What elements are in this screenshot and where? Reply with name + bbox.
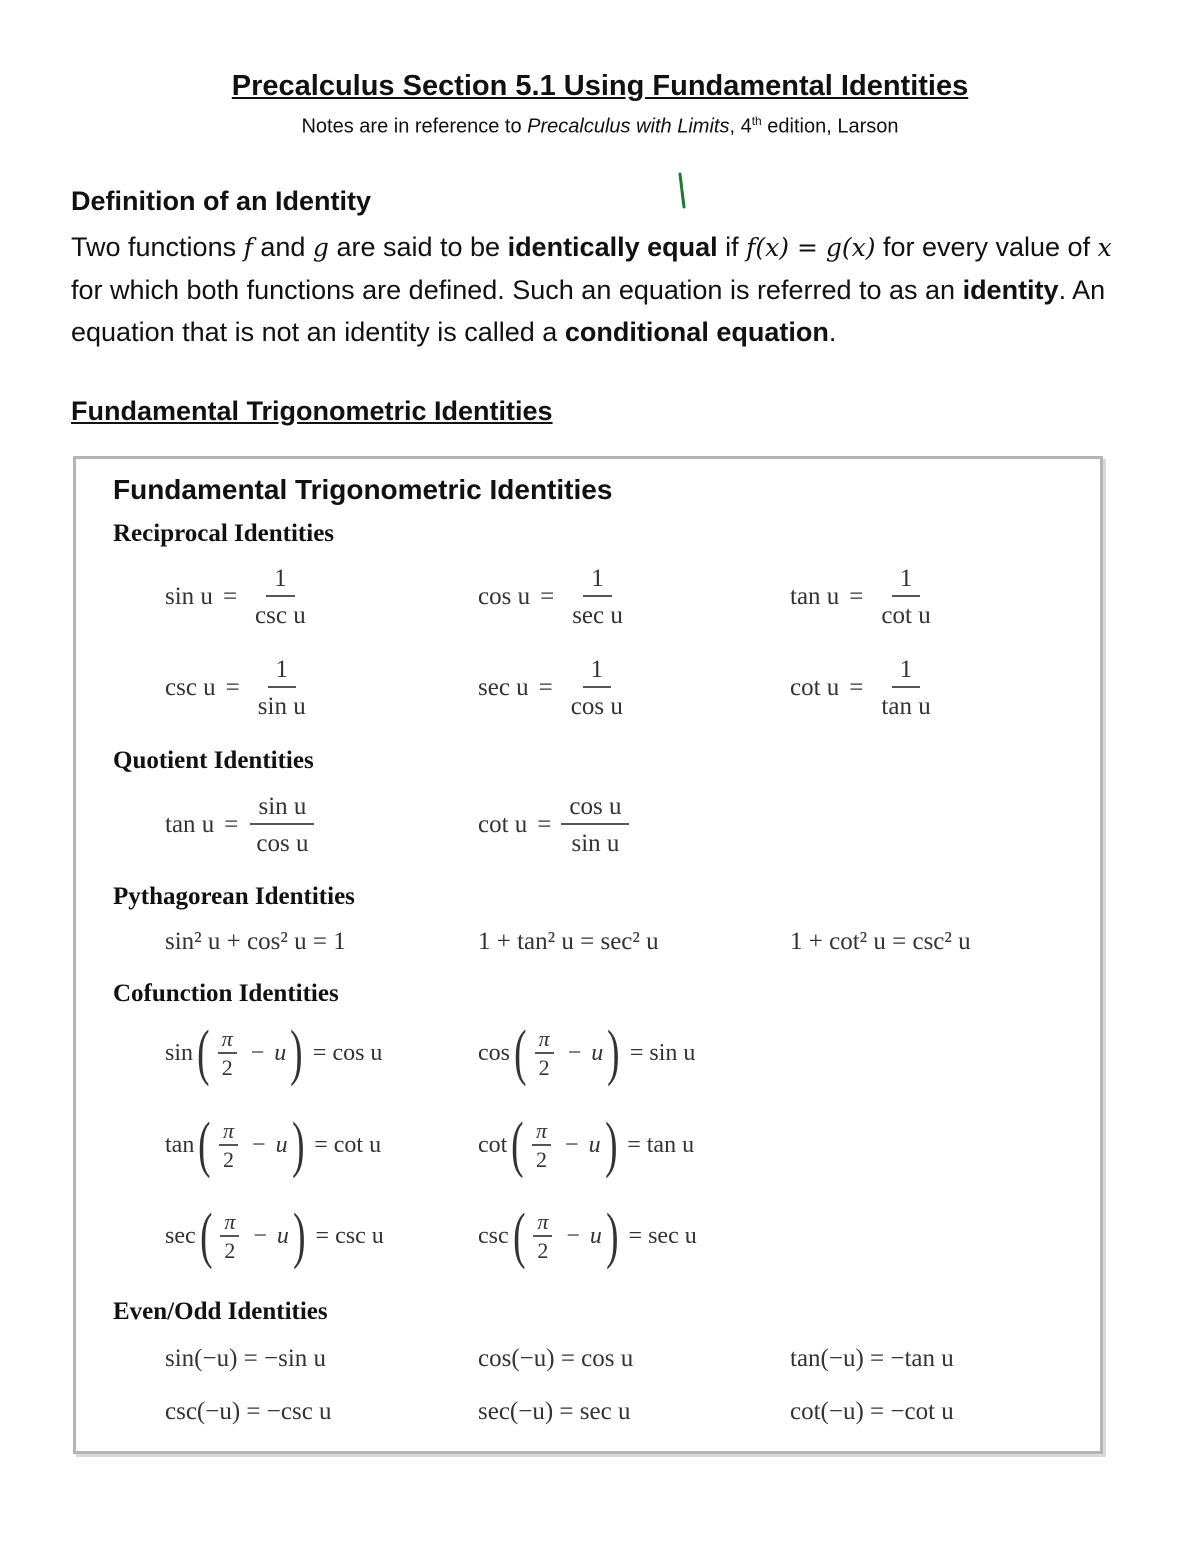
quotient-identity: cot u = $\frac{\text{cos u}}{\text{sin u}}$ <box>478 794 629 856</box>
pythagorean-identity: sin² u + cos² u = 1 <box>165 928 346 955</box>
reciprocal-heading: Reciprocal Identities <box>113 520 335 547</box>
page-title: Precalculus Section 5.1 Using Fundamental Identities <box>231 70 969 102</box>
evenodd-identity: sin(−u) = −sin u <box>165 1345 327 1372</box>
box-title: Fundamental Trigonometric Identities <box>113 474 613 505</box>
reciprocal-identity: cot u = $\frac{1}{\text{tan u}}$ <box>790 656 931 720</box>
cofunction-identity: tan ( $\frac{\pi}{2}$ − u ) = cot u <box>165 1111 382 1179</box>
reciprocal-identity: csc u = $\frac{1}{\text{sin u}}$ <box>165 656 306 720</box>
evenodd-heading: Even/Odd Identities <box>113 1298 328 1325</box>
definition-paragraph: Two functions f and g are said to be identically equal if f(x) = g(x) for every value of x for which both functions are defined. Such an equation is referred to as an identity. An equation that is not an identity is called a conditional equation. <box>71 232 1112 347</box>
evenodd-identity: sec(−u) = sec u <box>478 1398 631 1425</box>
pythagorean-identity: 1 + tan² u = sec² u <box>478 928 659 955</box>
subtitle: Notes are in reference to Precalculus with Limits, 4th edition, Larson <box>301 114 899 138</box>
pythagorean-identity: 1 + cot² u = csc² u <box>790 928 971 955</box>
cofunction-identity: sin ( $\frac{\pi}{2}$ − u ) = cos u <box>165 1019 383 1087</box>
evenodd-identity: csc(−u) = −csc u <box>165 1398 332 1425</box>
pythagorean-heading: Pythagorean Identities <box>113 883 355 910</box>
quotient-identity: tan u = $\frac{\text{sin u}}{\text{cos u}}$ <box>165 794 316 856</box>
fundamental-heading: Fundamental Trigonometric Identities <box>71 396 553 426</box>
reciprocal-identity: tan u = $\frac{1}{\text{cot u}}$ <box>790 565 931 629</box>
definition-heading: Definition of an Identity <box>71 186 371 216</box>
cofunction-heading: Cofunction Identities <box>113 980 339 1007</box>
cofunction-identity: csc ( $\frac{\pi}{2}$ − u ) = sec u <box>478 1202 697 1270</box>
reciprocal-identity: sin u = $\frac{1}{\text{csc u}}$ <box>165 565 306 629</box>
cofunction-identity: cot ( $\frac{\pi}{2}$ − u ) = tan u <box>478 1111 695 1179</box>
reciprocal-identity: cos u = $\frac{1}{\text{sec u}}$ <box>478 565 623 629</box>
evenodd-identity: cos(−u) = cos u <box>478 1345 634 1372</box>
evenodd-identity: tan(−u) = −tan u <box>790 1345 954 1372</box>
cofunction-identity: sec ( $\frac{\pi}{2}$ − u ) = csc u <box>165 1202 384 1270</box>
evenodd-identity: cot(−u) = −cot u <box>790 1398 954 1425</box>
quotient-heading: Quotient Identities <box>113 747 314 774</box>
reciprocal-identity: sec u = $\frac{1}{\text{cos u}}$ <box>478 656 623 720</box>
cofunction-identity: cos ( $\frac{\pi}{2}$ − u ) = sin u <box>478 1019 696 1087</box>
pen-mark <box>676 171 690 211</box>
